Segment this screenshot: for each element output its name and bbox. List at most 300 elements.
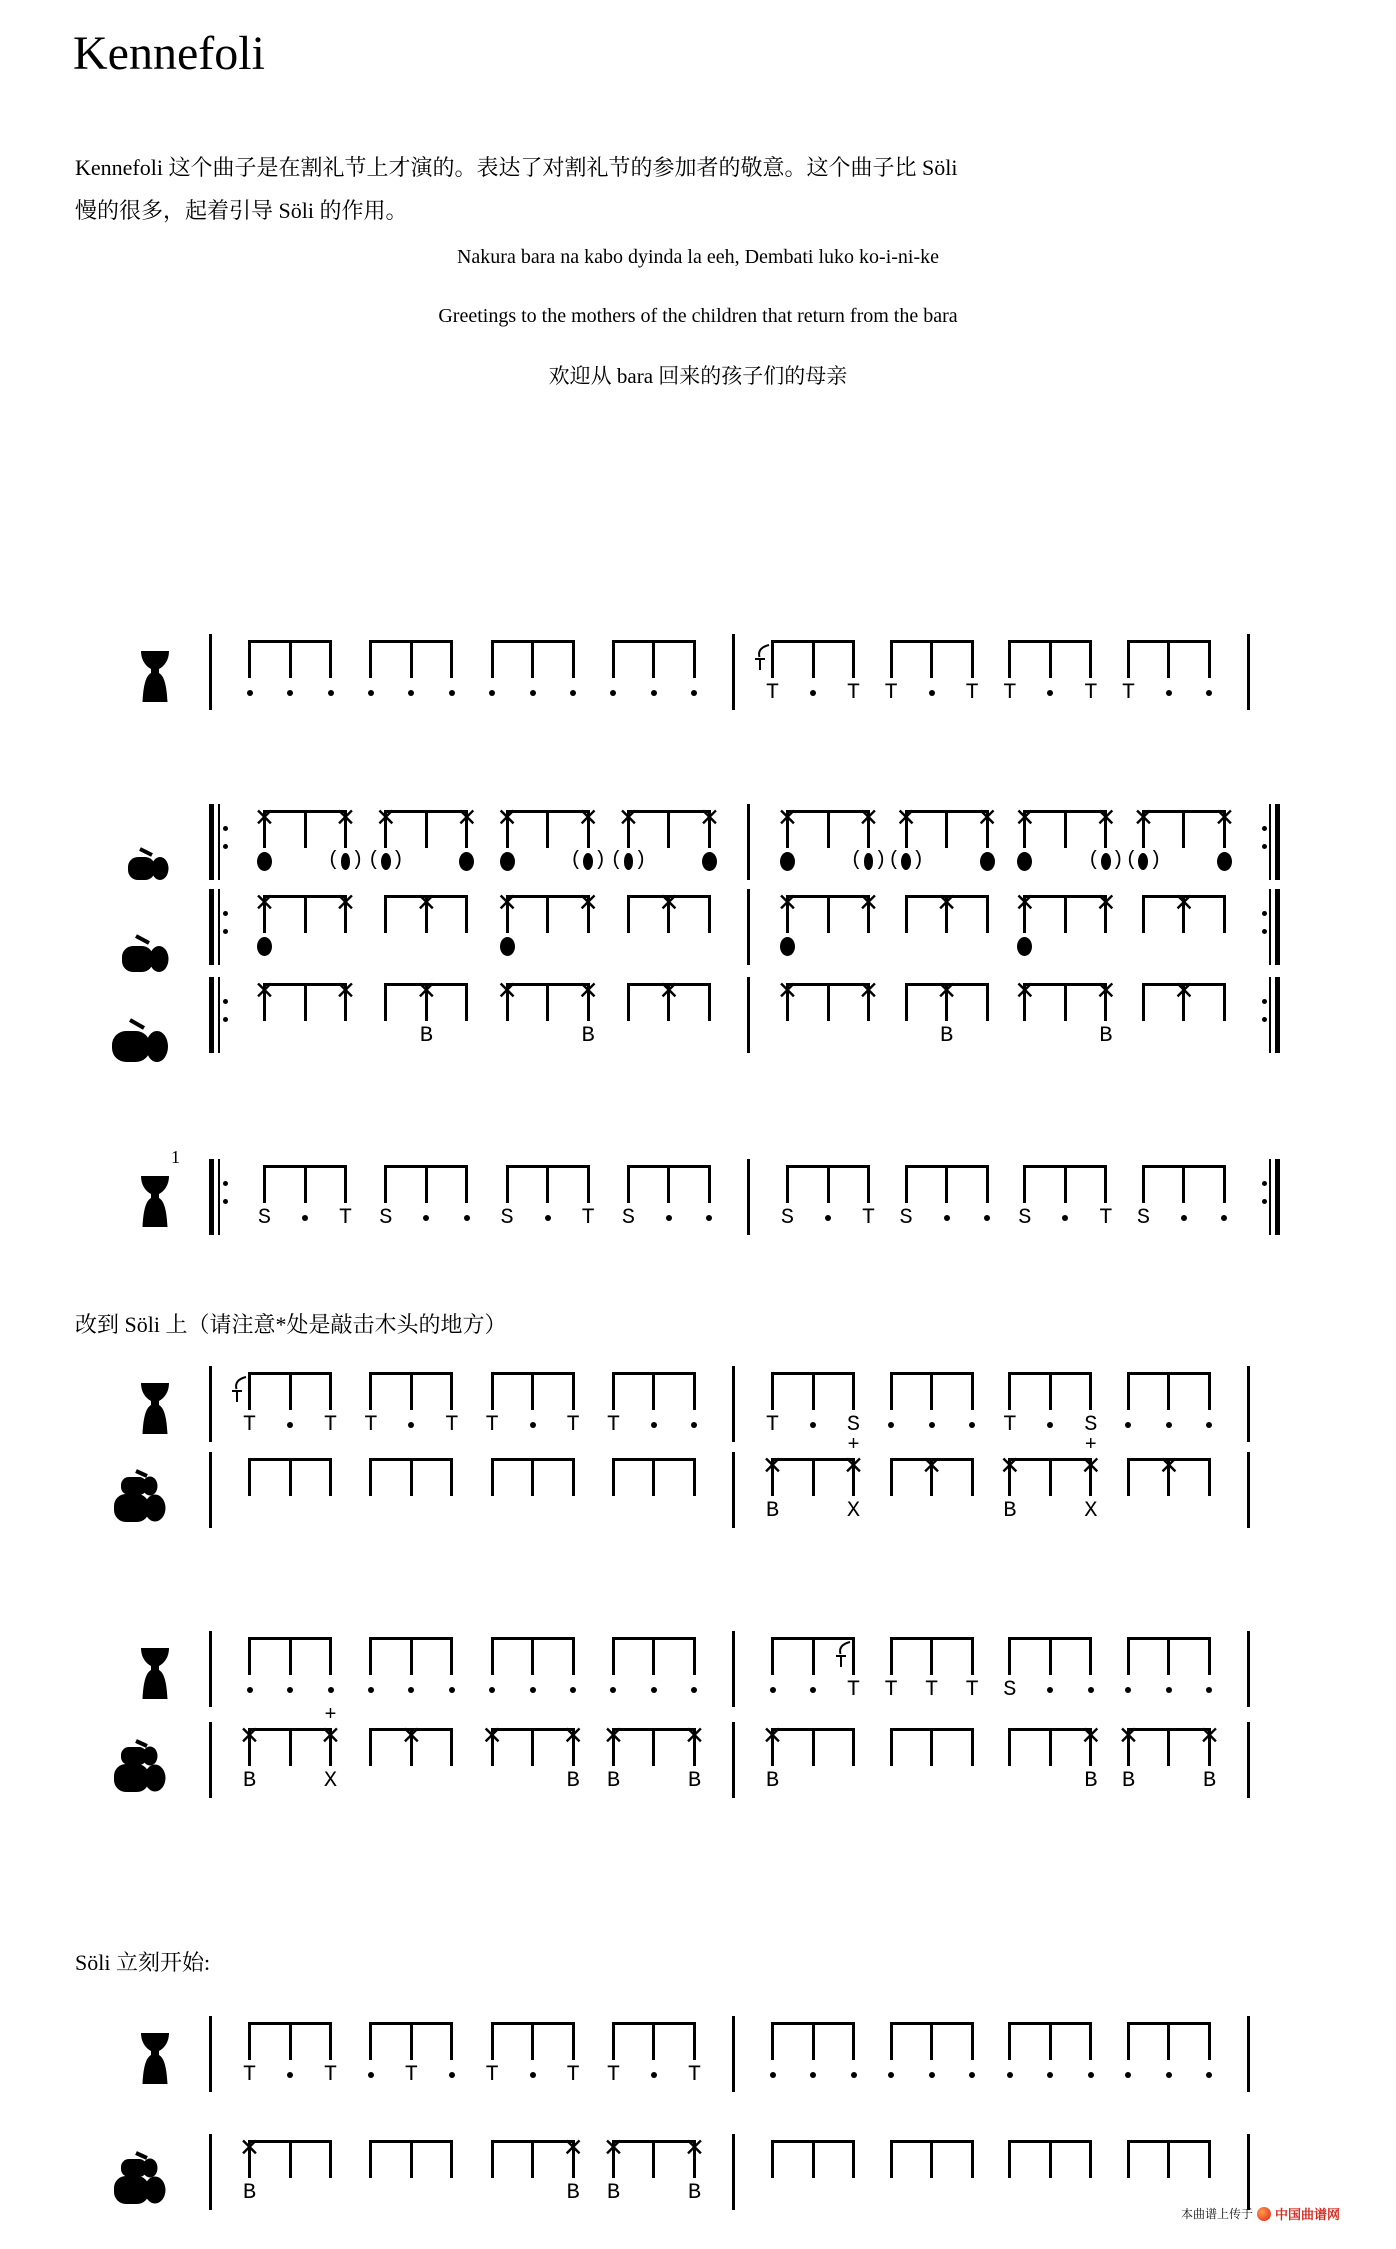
beam-group [491,1458,575,1496]
beam-group [771,1637,861,1702]
bell-x-note: ✕ [762,1721,783,1750]
note-stem [465,1165,468,1203]
note-stem [812,1458,815,1496]
section-note-soli-start: Söli 立刻开始: [75,1950,211,1975]
note-stem [1089,1637,1092,1675]
note-stem [905,895,908,933]
rest-dot [449,2072,455,2078]
stroke-letter: S [379,1205,393,1230]
rest-dot [1007,2072,1013,2078]
note-stem [289,1458,292,1496]
rest-dot [944,1215,950,1221]
bass-note [1017,852,1032,871]
rest-dot [929,2072,935,2078]
repeat-dot [223,1017,228,1022]
note-symbol [914,1413,950,1428]
note-stem [1142,1165,1145,1203]
note-symbol [272,1413,308,1428]
note-symbol [914,1678,950,1701]
stroke-letter: T [765,680,780,705]
staff-content [209,888,1280,965]
note-stem [1208,640,1211,678]
note-stem [812,1372,815,1410]
note-stem [329,1637,332,1675]
measure [212,1372,732,1437]
beam-group [905,976,989,1048]
note-symbol [434,2063,470,2078]
measure [212,2133,732,2205]
measure [735,1372,1247,1437]
flam-grace-note [754,644,771,674]
bell-x-note: ✕ [1173,976,1195,1005]
intro-line-2: 慢的很多，起着引导 Söli 的作用。 [75,198,408,223]
bell-x-note: ✕ [1158,1451,1180,1480]
note-symbol [636,1413,672,1428]
note-stem [1049,2140,1052,2178]
note-stem [1064,895,1067,933]
bell-x-note: ✕ [762,1451,783,1480]
bass-note [500,852,515,871]
measure [735,1721,1247,1793]
note-stem [546,1165,549,1203]
note-symbol [515,2063,551,2078]
bell-x-note: ✕ [921,1451,943,1480]
note-stem [1008,2140,1011,2178]
bell-x-note: ✕ [577,888,599,917]
rest-dot [287,2072,293,2078]
note-stem [572,1372,575,1410]
rest-dot [691,1422,697,1428]
note-symbol [992,2063,1028,2078]
note-symbol [1125,1206,1161,1229]
rest-dot [1125,2072,1131,2078]
bell-x-note: ✕ [577,803,599,832]
ghost-bass-note [1101,853,1111,870]
repeat-dot [1262,1017,1267,1022]
rest-dot [1206,690,1212,696]
note-symbol [595,681,631,696]
note-stem [986,983,989,1021]
stroke-letter: T [242,1412,257,1437]
beam-group [780,1165,876,1230]
paren-close: ) [874,849,887,872]
beam-group [1127,1451,1211,1496]
note-stem [693,640,696,678]
note-stem [1127,2140,1130,2178]
note-stem [1127,640,1130,678]
note-stem [890,1637,893,1675]
rest-dot [810,690,816,696]
rest-dot [770,1687,776,1693]
rest-dot [287,1687,293,1693]
bell-x-note: ✕ [843,1451,864,1480]
note-stem [1208,1372,1211,1410]
note-stem [289,2022,292,2060]
rest-dot [408,1422,414,1428]
rest-dot [810,1422,816,1428]
note-symbol [1110,2063,1146,2078]
repeat-thin-bar [1269,1159,1271,1235]
note-symbol [836,681,872,704]
beam-group [1127,2022,1211,2060]
bell-x-note: ✕ [496,888,518,917]
stroke-letter: T [566,1412,580,1437]
note-symbol [1151,681,1187,696]
rest-dot [825,1215,831,1221]
bell-x-note: ✕ [577,976,599,1005]
barline [1247,1722,1250,1798]
beam-group [905,888,989,933]
note-stem [304,895,307,933]
note-stem [304,983,307,1021]
rest-dot [888,1422,894,1428]
paren-close: ) [634,849,647,872]
beam-group [491,2133,584,2205]
note-symbol [1191,2063,1227,2078]
note-stem [693,1458,696,1496]
rest-dot [851,2072,857,2078]
note-stem [771,2022,774,2060]
note-stem [771,1637,774,1675]
ghost-bass-note [583,853,593,870]
beam-group [1014,888,1117,933]
note-stem [930,1372,933,1410]
note-stem [248,1372,251,1410]
beam-group [627,976,711,1021]
note-stem [971,640,974,678]
repeat-dot [223,844,228,849]
measure [212,2022,732,2087]
note-symbol [393,1678,429,1693]
stroke-letter: T [606,1412,621,1437]
note-stem [450,1458,453,1496]
stroke-letter: B [1099,1023,1113,1048]
note-symbol [313,1769,349,1792]
note-stem [248,2022,251,2060]
note-stem [587,1165,590,1203]
wood-plus-mark: + [1084,1434,1097,1457]
note-stem [930,2140,933,2178]
bass-note [257,852,272,871]
note-stem [771,640,774,678]
stroke-letter: T [566,2062,580,2087]
note-stem [930,640,933,678]
repeat-end-barline [1262,804,1280,880]
watermark [1181,2204,1340,2223]
stroke-letter: T [846,1677,861,1702]
note-stem [652,2022,655,2060]
instrument-icon-cell [85,933,170,973]
bass-note [780,937,795,956]
note-stem [786,1165,789,1203]
staff-content [209,1704,1250,1798]
ghost-bass-note [864,853,874,870]
note-stem [1089,2022,1092,2060]
note-stem [410,1458,413,1496]
paren-close: ) [1149,849,1162,872]
note-stem [1167,1728,1170,1766]
note-symbol [1073,2063,1109,2078]
note-stem [852,2140,855,2178]
beam-group [606,2022,702,2087]
repeat-dot [1262,999,1267,1004]
note-stem [890,2140,893,2178]
note-symbol [610,1206,646,1229]
beam-group [1003,640,1098,705]
rest-dot [449,1687,455,1693]
note-stem [627,1165,630,1203]
note-symbol [555,2181,591,2204]
note-stem [852,1372,855,1410]
note-stem [1064,810,1067,848]
ghost-bass-note [901,853,911,870]
note-stem [1008,640,1011,678]
note-symbol [555,1413,591,1436]
note-stem [971,1372,974,1410]
note-stem [667,1165,670,1203]
note-stem [890,2022,893,2060]
note-stem [1089,2140,1092,2178]
beam-group [369,2022,453,2087]
stroke-letter: T [581,1205,595,1230]
bell-x-note: ✕ [456,803,478,832]
repeat-thick-bar [209,804,214,880]
note-stem [546,983,549,1021]
note-stem [1008,1728,1011,1766]
bell-x-note: ✕ [375,803,397,832]
rest-dot [1166,690,1172,696]
note-stem [986,1165,989,1203]
note-symbol [408,1024,444,1047]
repeat-thick-bar [209,889,214,965]
note-symbol [353,681,389,696]
note-stem [369,640,372,678]
note-symbol [595,2063,631,2086]
note-symbol [393,681,429,696]
repeat-start-barline [209,889,227,965]
stroke-letter: B [1084,1768,1098,1793]
note-symbol [1088,1024,1124,1047]
beam-group [369,1458,453,1496]
repeat-thick-bar [209,1159,214,1235]
note-symbol [795,1678,831,1693]
instrument-number-label: 1 [171,1147,180,1167]
dunun-pair-icon [114,2150,170,2210]
beam-group [248,640,332,678]
note-stem [384,895,387,933]
rest-dot [408,690,414,696]
beam-group [491,640,575,678]
note-stem [812,2140,815,2178]
beam-group [612,1458,696,1496]
note-stem [1049,1458,1052,1496]
note-symbol [676,681,712,696]
note-stem [771,1372,774,1410]
note-symbol [954,2063,990,2078]
note-stem [572,640,575,678]
beam-group [890,1372,974,1410]
repeat-thin-bar [218,804,220,880]
note-stem [1208,2140,1211,2178]
repeat-end-barline [1262,977,1280,1053]
note-symbol [873,1678,909,1701]
note-symbol [1032,1413,1068,1428]
beam-group [1008,1721,1102,1793]
repeat-dot [223,1199,228,1204]
note-stem [450,1637,453,1675]
rest-dot [489,690,495,696]
note-stem [667,810,670,848]
rest-dot [287,690,293,696]
beam-group [496,976,599,1048]
repeat-end-barline [1262,1159,1280,1235]
note-symbol [954,1413,990,1428]
note-stem [652,2140,655,2178]
note-stem [491,1637,494,1675]
repeat-start-barline [209,977,227,1053]
note-symbol [888,1206,924,1229]
dunun-medium-icon [122,933,170,973]
paren-open: ( [888,849,901,872]
note-symbol [272,681,308,696]
bass-note [1017,937,1032,956]
note-stem [410,640,413,678]
repeat-dot [1262,929,1267,934]
note-stem [1064,983,1067,1021]
note-symbol [434,1678,470,1693]
stroke-letter: T [846,680,861,705]
note-stem [612,1637,615,1675]
bell-x-note: ✕ [335,976,356,1005]
note-stem [612,2022,615,2060]
rest-dot [1088,2072,1094,2078]
rest-dot [368,690,374,696]
bell-x-note: ✕ [1014,888,1036,917]
barline [1247,1366,1250,1442]
beam-group [1018,1165,1113,1230]
note-symbol [1073,1499,1109,1522]
bass-note [702,852,717,871]
note-symbol [1047,1206,1083,1221]
note-stem [248,640,251,678]
note-stem [329,2022,332,2060]
note-stem [1127,1372,1130,1410]
paren-close: ) [351,849,364,872]
rest-dot [610,1687,616,1693]
stroke-letter: T [485,2062,499,2087]
bell-x-note: ✕ [858,803,879,832]
beam-group [1136,1165,1226,1230]
paren-close: ) [391,849,404,872]
note-symbol [969,1206,1005,1221]
bell-x-note: ✕ [777,888,798,917]
stroke-letter: B [765,1768,780,1793]
note-symbol [474,1413,510,1436]
repeat-thin-bar [1269,977,1271,1053]
beam-group [1003,1372,1098,1437]
paren-open: ( [850,849,863,872]
bell-x-note: ✕ [1132,803,1154,832]
note-stem [1208,1458,1211,1496]
note-stem [827,810,830,848]
stroke-letter: B [1202,1768,1217,1793]
rest-dot [530,690,536,696]
repeat-thick-bar [209,977,214,1053]
note-stem [289,1728,292,1766]
note-symbol [595,1413,631,1436]
note-stem [708,895,711,933]
measure [750,888,1262,933]
note-stem [531,1458,534,1496]
beam-group [612,1637,696,1675]
note-symbol [770,1206,806,1229]
ghost-bass-note [381,853,391,870]
note-stem [1142,895,1145,933]
note-stem [1167,2022,1170,2060]
rest-dot [247,690,253,696]
wood-plus-mark: + [847,1434,860,1457]
note-stem [612,1372,615,1410]
bell-x-note: ✕ [603,1721,624,1750]
measure [227,888,747,933]
beam-group [1008,2140,1092,2178]
beam-group [888,803,998,872]
note-symbol [873,2063,909,2078]
beam-group [621,1165,711,1230]
note-stem [329,1458,332,1496]
beam-group [239,2133,332,2205]
bass-note [1217,852,1232,871]
note-symbol [755,1769,791,1792]
note-symbol [449,1206,485,1221]
note-stem [971,1458,974,1496]
note-symbol [1007,851,1043,871]
note-symbol [914,2063,950,2078]
bell-x-note: ✕ [1080,1721,1102,1750]
stroke-letter: B [566,2180,580,2205]
beam-group [1142,976,1226,1021]
beam-group [369,2140,453,2178]
stroke-letter: B [606,1768,621,1793]
beam-group [369,1721,453,1766]
rest-dot [810,1687,816,1693]
repeat-start-barline [209,1159,227,1235]
stroke-letter: B [687,2180,702,2205]
measure [735,2140,1247,2178]
intro-line-1: Kennefoli 这个曲子是在割礼节上才演的。表达了对割礼节的参加者的敬意。这个曲子比 Söli [75,155,958,180]
note-stem [612,640,615,678]
beam-group [771,2022,855,2060]
note-symbol [489,936,525,956]
measure [735,1434,1247,1523]
note-stem [369,1458,372,1496]
note-symbol [1032,1678,1068,1693]
note-symbol [992,1499,1028,1522]
beam-group [765,640,861,705]
staff-content [209,803,1280,880]
note-symbol [328,1206,364,1229]
note-symbol [755,1499,791,1522]
stroke-letter: B [1121,1768,1136,1793]
note-symbol [408,1206,444,1221]
beam-group [890,2140,974,2178]
note-symbol [1073,1678,1109,1693]
note-stem [1049,640,1052,678]
bass-note [257,937,272,956]
note-symbol [1191,1413,1227,1428]
stroke-letter: T [323,1412,338,1437]
beam-group [379,1165,468,1230]
